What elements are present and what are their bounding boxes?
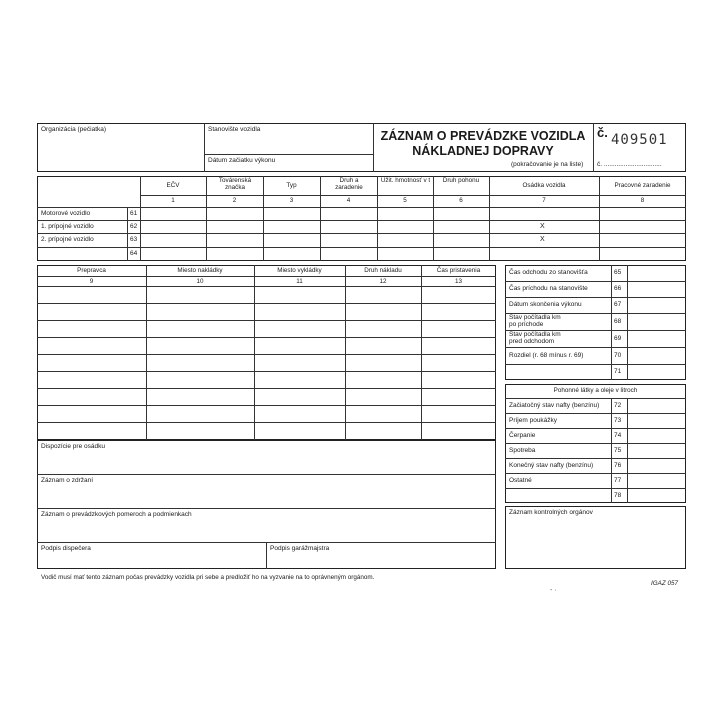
vt-header-role: Pracovné zaradenie <box>614 182 671 189</box>
delay-label: Záznam o zdržaní <box>41 477 94 484</box>
site-label: Stanovište vozidla <box>208 126 261 133</box>
vt-colnum: 7 <box>542 197 546 204</box>
fuel-title-line <box>505 398 686 399</box>
vt-colnum: 2 <box>232 197 237 204</box>
times-label: po príchode <box>509 321 544 328</box>
vt-colnum: 6 <box>459 197 463 204</box>
form-code: IGAZ 057 <box>651 580 678 587</box>
vt-row <box>37 233 686 234</box>
vt-row-label: Motorové vozidlo <box>41 210 91 217</box>
sign-divider <box>266 542 267 569</box>
tt-colnum: 9 <box>89 278 94 285</box>
start-date-label: Dátum začiatku výkonu <box>208 157 276 164</box>
notes-divider <box>37 474 496 475</box>
fuel-label: Konečný stav nafty (benzínu) <box>509 462 594 469</box>
tt-row <box>37 337 496 338</box>
times-label: Stav počítadla km <box>509 331 561 338</box>
tt-header-arrival: Čas pristavenia <box>436 267 481 274</box>
vt-col-code-start <box>127 207 128 261</box>
vt-row-code: 64 <box>130 250 138 257</box>
tt-row <box>37 371 496 372</box>
tt-row <box>37 354 496 355</box>
times-code: 70 <box>614 352 622 359</box>
serial-number: 409501 <box>611 132 668 148</box>
vt-row <box>140 195 686 196</box>
fuel-title: Pohonné látky a oleje v litroch <box>553 387 638 394</box>
tt-row <box>37 286 496 287</box>
ink-speck: ‐ · <box>550 587 557 594</box>
tt-header-cargo: Druh nákladu <box>364 267 402 274</box>
tt-row <box>37 303 496 304</box>
fuel-label: Čerpanie <box>509 432 536 439</box>
vt-row <box>37 207 686 208</box>
tt-colnum: 11 <box>296 278 303 285</box>
vt-header-drive: Druh pohonu <box>442 177 480 184</box>
vt-row <box>37 220 686 221</box>
transport-table <box>37 265 496 440</box>
tt-colnum: 13 <box>454 278 462 285</box>
vt-colnum: 8 <box>640 197 645 204</box>
fuel-code: 76 <box>614 462 622 469</box>
vt-col <box>206 176 207 261</box>
crew-x-mark: X <box>540 236 545 243</box>
fuel-code: 74 <box>614 432 622 439</box>
tt-colnum: 12 <box>379 278 387 285</box>
times-row <box>505 347 686 348</box>
tt-header-unloading: Miesto vykládky <box>277 267 322 274</box>
tt-row <box>37 276 496 277</box>
times-label: Čas odchodu zo stanovišťa <box>509 269 588 276</box>
fuel-label: Začiatočný stav nafty (benzínu) <box>509 402 600 409</box>
vt-colnum: 5 <box>403 197 407 204</box>
garage-signature-label: Podpis garážmajstra <box>270 545 330 552</box>
vt-header-crew: Osádka vozidla <box>522 182 566 189</box>
fuel-code: 78 <box>614 492 622 499</box>
tt-col <box>421 265 422 440</box>
header-divider-1 <box>204 123 205 172</box>
vt-colnum: 1 <box>171 197 175 204</box>
tt-header-carrier: Prepravca <box>77 267 106 274</box>
times-code: 67 <box>614 301 622 308</box>
times-col <box>611 265 612 380</box>
tt-col <box>254 265 255 440</box>
tt-row <box>37 405 496 406</box>
vt-header-type: Typ <box>286 182 297 189</box>
times-row <box>505 364 686 365</box>
times-row <box>505 281 686 282</box>
fuel-code: 72 <box>614 402 622 409</box>
tt-row <box>37 388 496 389</box>
fuel-code: 77 <box>614 477 622 484</box>
vt-col <box>377 176 378 261</box>
vt-colnum: 3 <box>289 197 294 204</box>
times-code: 71 <box>614 368 622 375</box>
form-title-line1: ZÁZNAM O PREVÁDZKE VOZIDLA <box>380 129 586 143</box>
continuation-number: č. ................................ <box>597 161 662 168</box>
vt-row-label: 1. prípojné vozidlo <box>41 223 94 230</box>
number-prefix: č. <box>597 125 608 140</box>
vt-row-code: 63 <box>130 236 138 243</box>
times-label: Čas príchodu na stanovište <box>509 285 588 292</box>
vt-col <box>320 176 321 261</box>
vt-colnum: 4 <box>346 197 351 204</box>
header-divider-3 <box>593 123 594 172</box>
fuel-code: 73 <box>614 417 622 424</box>
tt-col <box>146 265 147 440</box>
vt-row-code: 62 <box>130 223 138 230</box>
fuel-row <box>505 443 686 444</box>
fuel-label: Spotreba <box>509 447 536 454</box>
vt-header-brand: Továrenská značka <box>218 177 252 191</box>
times-label: Rozdiel (r. 68 mínus r. 69) <box>509 352 584 359</box>
organization-label: Organizácia (pečiatka) <box>41 126 107 133</box>
tt-col <box>345 265 346 440</box>
times-code: 65 <box>614 269 622 276</box>
vt-row <box>37 247 686 248</box>
times-code: 66 <box>614 285 622 292</box>
fuel-code: 75 <box>614 447 622 454</box>
vt-row-code: 61 <box>130 210 138 217</box>
times-row <box>505 297 686 298</box>
tt-colnum: 10 <box>196 278 204 285</box>
times-col <box>627 265 628 380</box>
vt-header-kind: Druh a zaradenie <box>335 177 363 191</box>
notes-divider <box>37 508 496 509</box>
fuel-label: Príjem poukážky <box>509 417 558 424</box>
fuel-label: Ostatné <box>509 477 532 484</box>
times-label: pred odchodom <box>509 338 555 345</box>
times-code: 69 <box>614 335 622 342</box>
dispatcher-signature-label: Podpis dispečera <box>41 545 91 552</box>
fuel-row <box>505 488 686 489</box>
fuel-row <box>505 473 686 474</box>
vt-header-ecv: EČV <box>166 182 180 189</box>
vt-col <box>433 176 434 261</box>
times-label: Dátum skončenia výkonu <box>509 301 582 308</box>
times-label: Stav počítadla km <box>509 314 561 321</box>
continuation-note: (pokračovanie je na liste) <box>511 161 584 168</box>
vt-row-label: 2. prípojné vozidlo <box>41 236 94 243</box>
vt-header-weight: Užit. hmotnosť v t <box>380 177 431 184</box>
fuel-row <box>505 458 686 459</box>
fuel-row <box>505 428 686 429</box>
tt-header-loading: Miesto nakládky <box>177 267 223 274</box>
times-code: 68 <box>614 318 622 325</box>
header-site-line <box>204 154 373 155</box>
conditions-label: Záznam o prevádzkových pomeroch a podmienkach <box>41 511 192 518</box>
driver-notice: Vodič musí mať tento záznam počas prevádzky vozidla pri sebe a predložiť ho na vyzvanie na to oprávneným orgánom. <box>41 574 375 581</box>
control-label: Záznam kontrolných orgánov <box>509 509 593 516</box>
fuel-row <box>505 413 686 414</box>
tt-row <box>37 320 496 321</box>
form-title-line2: NÁKLADNEJ DOPRAVY <box>412 144 554 158</box>
dispatch-label: Dispozície pre osádku <box>41 443 105 450</box>
crew-x-mark: X <box>540 223 545 230</box>
tt-row <box>37 422 496 423</box>
